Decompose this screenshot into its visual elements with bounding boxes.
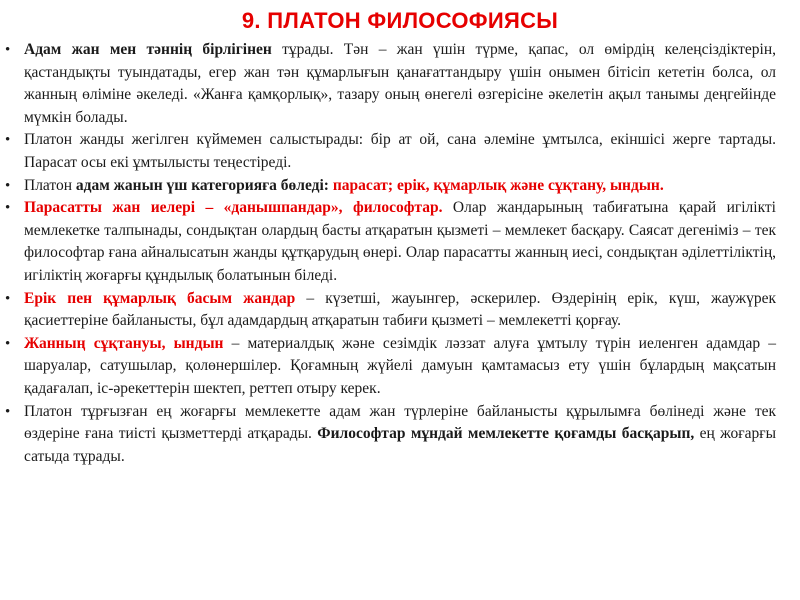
bullet-paragraph	[4, 175, 776, 198]
text-run: Платон	[24, 176, 76, 194]
bullet-paragraph	[4, 197, 776, 287]
slide-body	[4, 39, 776, 468]
text-run: тұрады. Тән – жан үшін түрме, қапас, ол өмірдің келеңсіздіктерін, қастандықты туындатады, егер жан тән құмарлығын қанағаттандыру үшін онымен бітісіп кететін болса, ол жанның өліміне әкеледі. «Жанға қамқорлық», тазару оның өнегелі өзгерісіне әкелетін ақыл танымы деңгейінде мүмкін болады.	[24, 41, 776, 126]
text-run: Жанның сұқтануы, ындын	[24, 334, 224, 352]
bullet-paragraph	[4, 333, 776, 401]
bullet-icon: •	[5, 335, 11, 352]
text-run: Платон жанды жегілген күймемен салыстырады: бір ат ой, сана әлеміне ұмтылса, екіншісі жерге тартады. Парасат осы екі ұмтылысты теңестіреді.	[24, 131, 776, 171]
bullet-paragraph	[4, 39, 776, 129]
bullet-icon: •	[5, 42, 11, 58]
slide-title: 9. ПЛАТОН ФИЛОСОФИЯСЫ	[241, 8, 559, 33]
text-run: Платон тұрғызған ең жоғарғы мемлекетте адам жан түрлеріне байланысты құрылымға бөлінеді және тек өздеріне ғана тиісті қызметтерді атқарады.	[24, 402, 776, 443]
bullet-icon: •	[5, 290, 11, 307]
bullet-paragraph	[4, 129, 776, 174]
bullet-icon: •	[5, 177, 11, 194]
text-run: парасат; ерік, құмарлық және сұқтану, ындын.	[328, 176, 664, 194]
text-run: Адам жан мен тәннің бірлігінен	[24, 41, 272, 58]
bullet-icon: •	[5, 132, 11, 149]
text-run: адам жанын үш категорияға бөледі:	[75, 176, 329, 194]
bullet-paragraph	[4, 401, 776, 469]
bullet-icon: •	[5, 403, 11, 420]
text-run: Философтар мұндай мемлекетте қоғамды басқарып,	[317, 425, 695, 443]
text-run: – күзетші, жауынгер, әскерилер. Өздерінің ерік, күш, жаужүрек қасиеттеріне байланысты, бұл адамдардың атқаратын табиғи қызметі – мемлекетті қорғау.	[24, 289, 776, 330]
bullet-paragraph	[4, 288, 776, 333]
text-run: Олар жандарының табиғатына қарай игілікті мемлекетке талпынады, сондықтан олардың басты атқаратын қызметі – мемлекет басқару. Саясат дегеніміз – тек философтар ғана айналысатын жанды құтқарудың өнері. Олар парасатты жанның иесі, сондықтан әділеттіліктің, игіліктің жоғарғы құндылық болатынын біледі.	[24, 199, 776, 284]
text-run: Ерік пен құмарлық басым жандар	[24, 289, 296, 307]
text-run: – материалдық және сезімдік ләззат алуға ұмтылу түрін иеленген адамдар – шаруалар, сатушылар, қолөнершілер. Қоғамның жүйелі дамуын қамтамасыз ету үшін бұлардың мақсатын қадағалап, іс-әрекеттерін шектеп, реттеп отыру керек.	[24, 334, 776, 397]
text-run: ең жоғарғы сатыда тұрады.	[24, 425, 776, 465]
text-run: Парасатты жан иелері – «данышпандар», философтар.	[24, 199, 443, 217]
bullet-icon: •	[5, 200, 11, 217]
